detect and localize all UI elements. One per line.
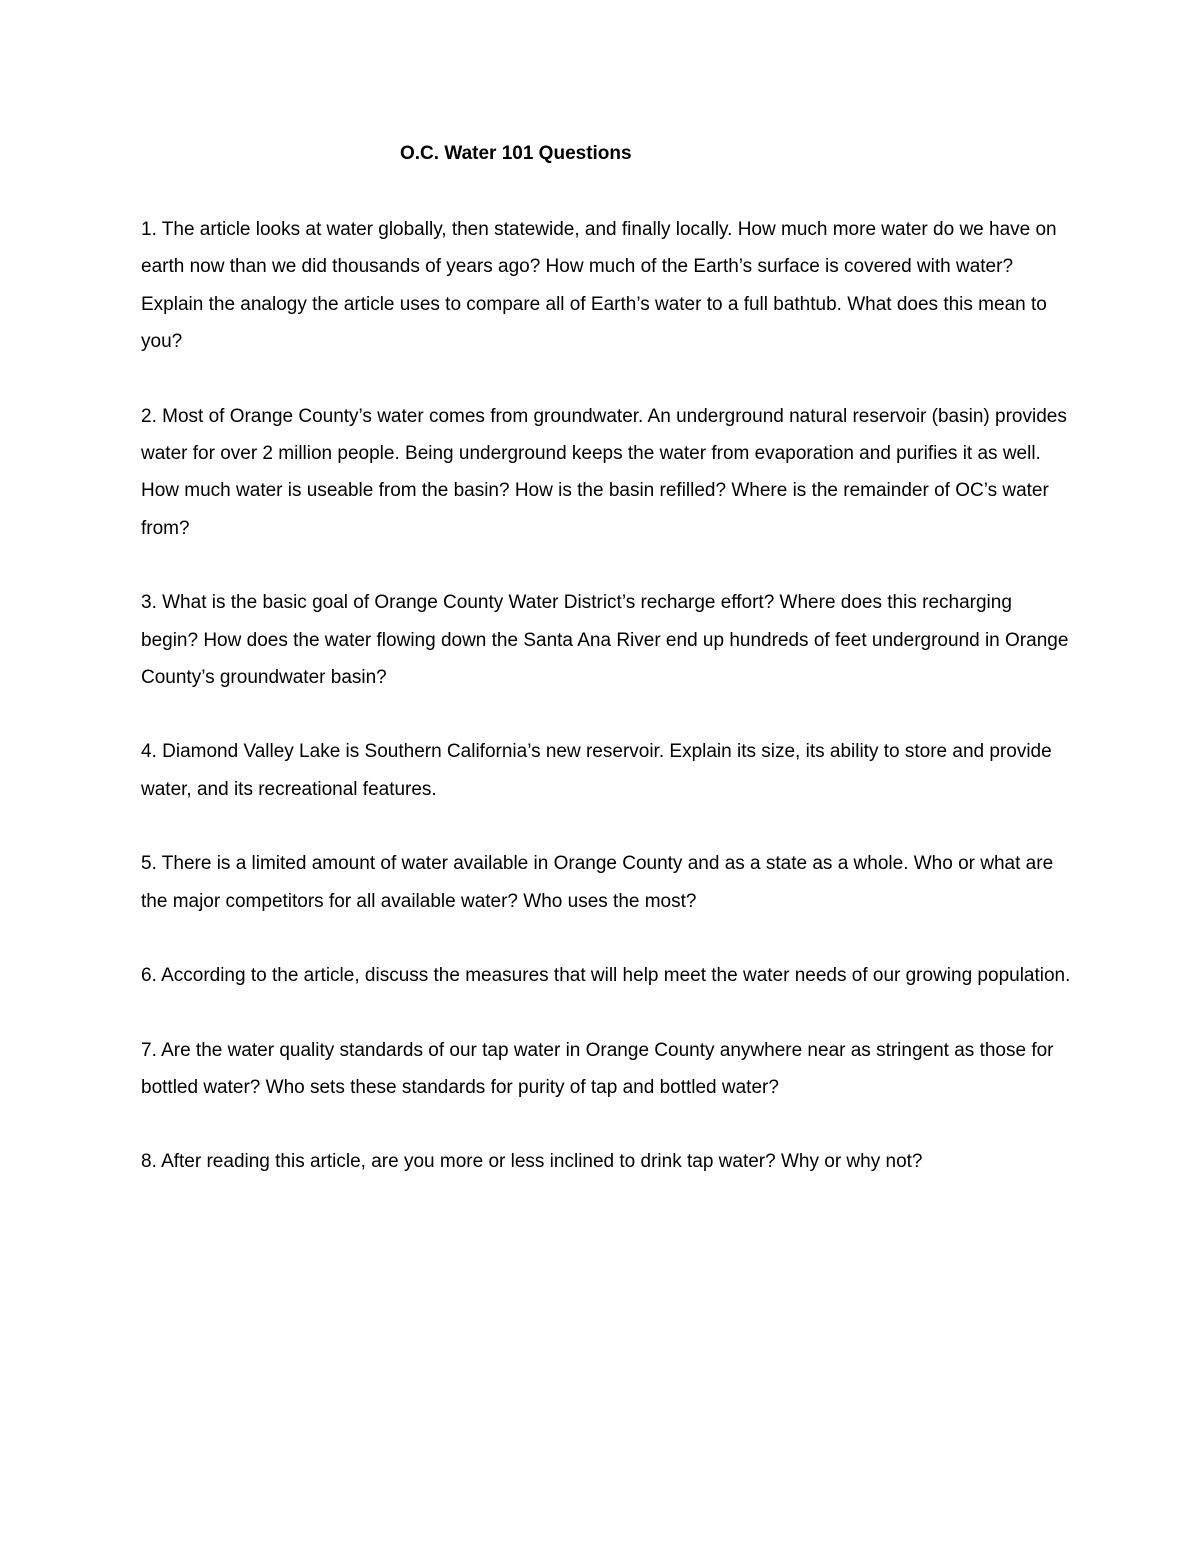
question-7: 7. Are the water quality standards of our tap water in Orange County anywhere near as stringent as those for bottled water? Who sets these standards for purity of tap and bottled water? <box>141 1039 1054 1098</box>
question-6: 6. According to the article, discuss the measures that will help meet the water needs of our growing population. <box>141 965 1071 987</box>
question-3: 3. What is the basic goal of Orange County Water District’s recharge effort? Where does this recharging begin? How does the water flowing down the Santa Ana River end up hundreds of feet underground in Orange County’s groundwater basin? <box>141 592 1069 689</box>
document-title: O.C. Water 101 Questions <box>400 143 632 164</box>
question-1: 1. The article looks at water globally, then statewide, and finally locally. How much more water do we have on earth now than we did thousands of years ago? How much of the Earth’s surface is covered with water? Explain the analogy the article uses to compare all of Earth’s water to a full bathtub. What does this mean to you? <box>141 219 1057 353</box>
question-5: 5. There is a limited amount of water available in Orange County and as a state as a whole. Who or what are the major competitors for all available water? Who uses the most? <box>141 853 1054 912</box>
question-8: 8. After reading this article, are you more or less inclined to drink tap water? Why or why not? <box>141 1151 923 1173</box>
question-2: 2. Most of Orange County’s water comes from groundwater. An underground natural reservoir (basin) provides water for over 2 million people. Being underground keeps the water from evaporation and purifies it as well. How much water is useable from the basin? How is the basin refilled? Where is the remainder of OC’s water from? <box>141 405 1067 539</box>
question-list <box>141 211 1071 1218</box>
question-4: 4. Diamond Valley Lake is Southern California’s new reservoir. Explain its size, its ability to store and provide water, and its recreational features. <box>141 741 1052 800</box>
